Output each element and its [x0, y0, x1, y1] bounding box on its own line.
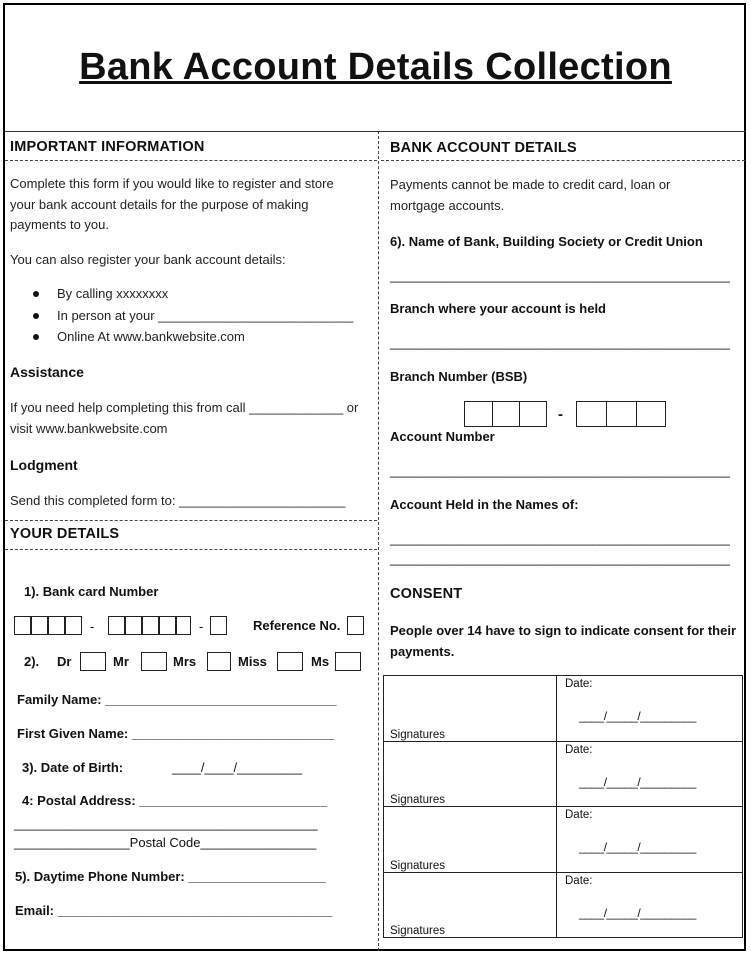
bsb-digit-box[interactable]	[576, 401, 607, 427]
bsb-label: Branch Number (BSB)	[390, 369, 528, 384]
signature-label: Signatures	[390, 925, 445, 937]
held-names-line-2[interactable]: _______________________________________________	[390, 551, 730, 566]
dash: -	[199, 619, 204, 634]
digit-box[interactable]	[142, 616, 159, 635]
postal-address-field[interactable]: 4: Postal Address: __________________________	[22, 793, 328, 808]
held-names-line-1[interactable]: _______________________________________________	[390, 531, 730, 546]
account-number-line[interactable]: _______________________________________________	[390, 463, 730, 478]
first-given-name-field[interactable]: First Given Name: ____________________________	[17, 726, 335, 741]
signature-cell[interactable]	[384, 676, 557, 742]
form-title: Bank Account Details Collection	[79, 46, 672, 88]
your-details-heading: YOUR DETAILS	[10, 526, 120, 542]
daytime-phone-field[interactable]: 5). Daytime Phone Number: ___________________	[15, 869, 326, 884]
email-field[interactable]: Email: ______________________________________	[15, 903, 333, 918]
digit-box[interactable]	[48, 616, 65, 635]
family-name-field[interactable]: Family Name: ________________________________	[17, 692, 337, 707]
postal-code-field[interactable]: ________________Postal Code________________	[14, 835, 317, 850]
title-miss-checkbox[interactable]	[277, 652, 303, 671]
top-rule	[5, 131, 746, 132]
bank-note: Payments cannot be made to credit card, loan or mortgage accounts.	[390, 177, 671, 213]
lodgment-heading: Lodgment	[10, 457, 78, 473]
date-blank[interactable]: ____/_____/_________	[579, 905, 696, 920]
title-mrs-label: Mrs	[173, 654, 197, 669]
dob-field[interactable]: ____/____/_________	[172, 760, 303, 775]
title-mr-checkbox[interactable]	[141, 652, 167, 671]
branch-line[interactable]: _______________________________________________	[390, 335, 730, 350]
account-number-label: Account Number	[390, 429, 495, 444]
card-number-label: 1). Bank card Number	[24, 584, 159, 599]
table-row	[384, 872, 743, 938]
signature-label: Signatures	[390, 794, 445, 806]
list-item: Online At www.bankwebsite.com	[33, 326, 353, 348]
title-miss-label: Miss	[238, 654, 267, 669]
divider	[5, 549, 377, 550]
lodgment-text: Send this completed form to: _______________________	[10, 493, 346, 508]
date-blank[interactable]: ____/_____/_________	[579, 709, 696, 723]
intro-text: Complete this form if you would like to register and store your bank account details for the purpose of making payments to you.	[10, 176, 334, 232]
digit-box[interactable]	[108, 616, 125, 635]
bsb-digit-box[interactable]	[492, 401, 520, 427]
date-label: Date:	[565, 874, 593, 887]
signature-label: Signatures	[390, 859, 445, 872]
postal-address-line-2[interactable]: __________________________________________	[14, 816, 318, 831]
bank-name-label: 6). Name of Bank, Building Society or Credit Union	[390, 234, 703, 249]
signature-cell[interactable]	[384, 741, 557, 807]
table-row	[384, 676, 743, 742]
signature-table	[383, 675, 743, 938]
bsb-dash: -	[558, 406, 563, 423]
date-cell[interactable]	[557, 872, 743, 938]
branch-label: Branch where your account is held	[390, 301, 606, 316]
bsb-digit-box[interactable]	[464, 401, 493, 427]
title-ms-checkbox[interactable]	[335, 652, 361, 671]
reference-box[interactable]	[347, 616, 364, 635]
date-blank[interactable]: ____/_____/_________	[579, 774, 696, 789]
bank-name-line[interactable]: _______________________________________________	[390, 268, 730, 283]
list-item: In person at your ___________________________	[33, 305, 353, 327]
signature-cell[interactable]	[384, 872, 557, 938]
digit-box[interactable]	[159, 616, 176, 635]
date-cell[interactable]	[557, 741, 743, 807]
title-mrs-checkbox[interactable]	[207, 652, 231, 671]
bsb-digit-box[interactable]	[519, 401, 547, 427]
bsb-digit-box[interactable]	[636, 401, 666, 427]
digit-box[interactable]	[125, 616, 142, 635]
date-cell[interactable]	[557, 676, 743, 742]
assistance-text: If you need help completing this from call _____________ or visit www.bankwebsite.com	[10, 400, 359, 436]
digit-box[interactable]	[65, 616, 82, 635]
held-names-label: Account Held in the Names of:	[390, 497, 579, 512]
column-divider	[378, 131, 379, 951]
table-row	[384, 741, 743, 807]
title-mr-label: Mr	[113, 654, 129, 669]
consent-text: People over 14 have to sign to indicate consent for their payments.	[390, 623, 737, 659]
title-dr-label: Dr	[57, 654, 72, 669]
date-label: Date:	[565, 678, 593, 690]
date-label: Date:	[565, 743, 593, 756]
signature-label: Signatures	[390, 728, 445, 741]
divider	[5, 160, 377, 161]
signature-cell[interactable]	[384, 807, 557, 873]
title-number: 2).	[24, 654, 40, 669]
dob-label: 3). Date of Birth:	[22, 760, 124, 775]
bsb-digit-box[interactable]	[606, 401, 637, 427]
list-item: By calling xxxxxxxx	[33, 283, 353, 305]
title-dr-checkbox[interactable]	[80, 652, 106, 671]
important-heading: IMPORTANT INFORMATION	[10, 139, 205, 155]
title-ms-label: Ms	[311, 654, 330, 669]
assistance-heading: Assistance	[10, 364, 84, 380]
date-blank[interactable]: ____/_____/_________	[579, 840, 696, 854]
dash: -	[90, 619, 95, 634]
divider	[381, 160, 745, 161]
date-cell[interactable]	[557, 807, 743, 873]
digit-box[interactable]	[176, 616, 191, 635]
divider	[5, 520, 377, 521]
table-row	[384, 807, 743, 873]
digit-box[interactable]	[14, 616, 31, 635]
bank-details-heading: BANK ACCOUNT DETAILS	[390, 140, 577, 156]
date-label: Date:	[565, 809, 593, 821]
register-options-list	[33, 283, 353, 348]
digit-box[interactable]	[31, 616, 48, 635]
digit-box[interactable]	[210, 616, 227, 635]
consent-heading: CONSENT	[390, 586, 463, 602]
reference-label: Reference No.	[253, 618, 341, 633]
also-text: You can also register your bank account details:	[10, 252, 286, 267]
